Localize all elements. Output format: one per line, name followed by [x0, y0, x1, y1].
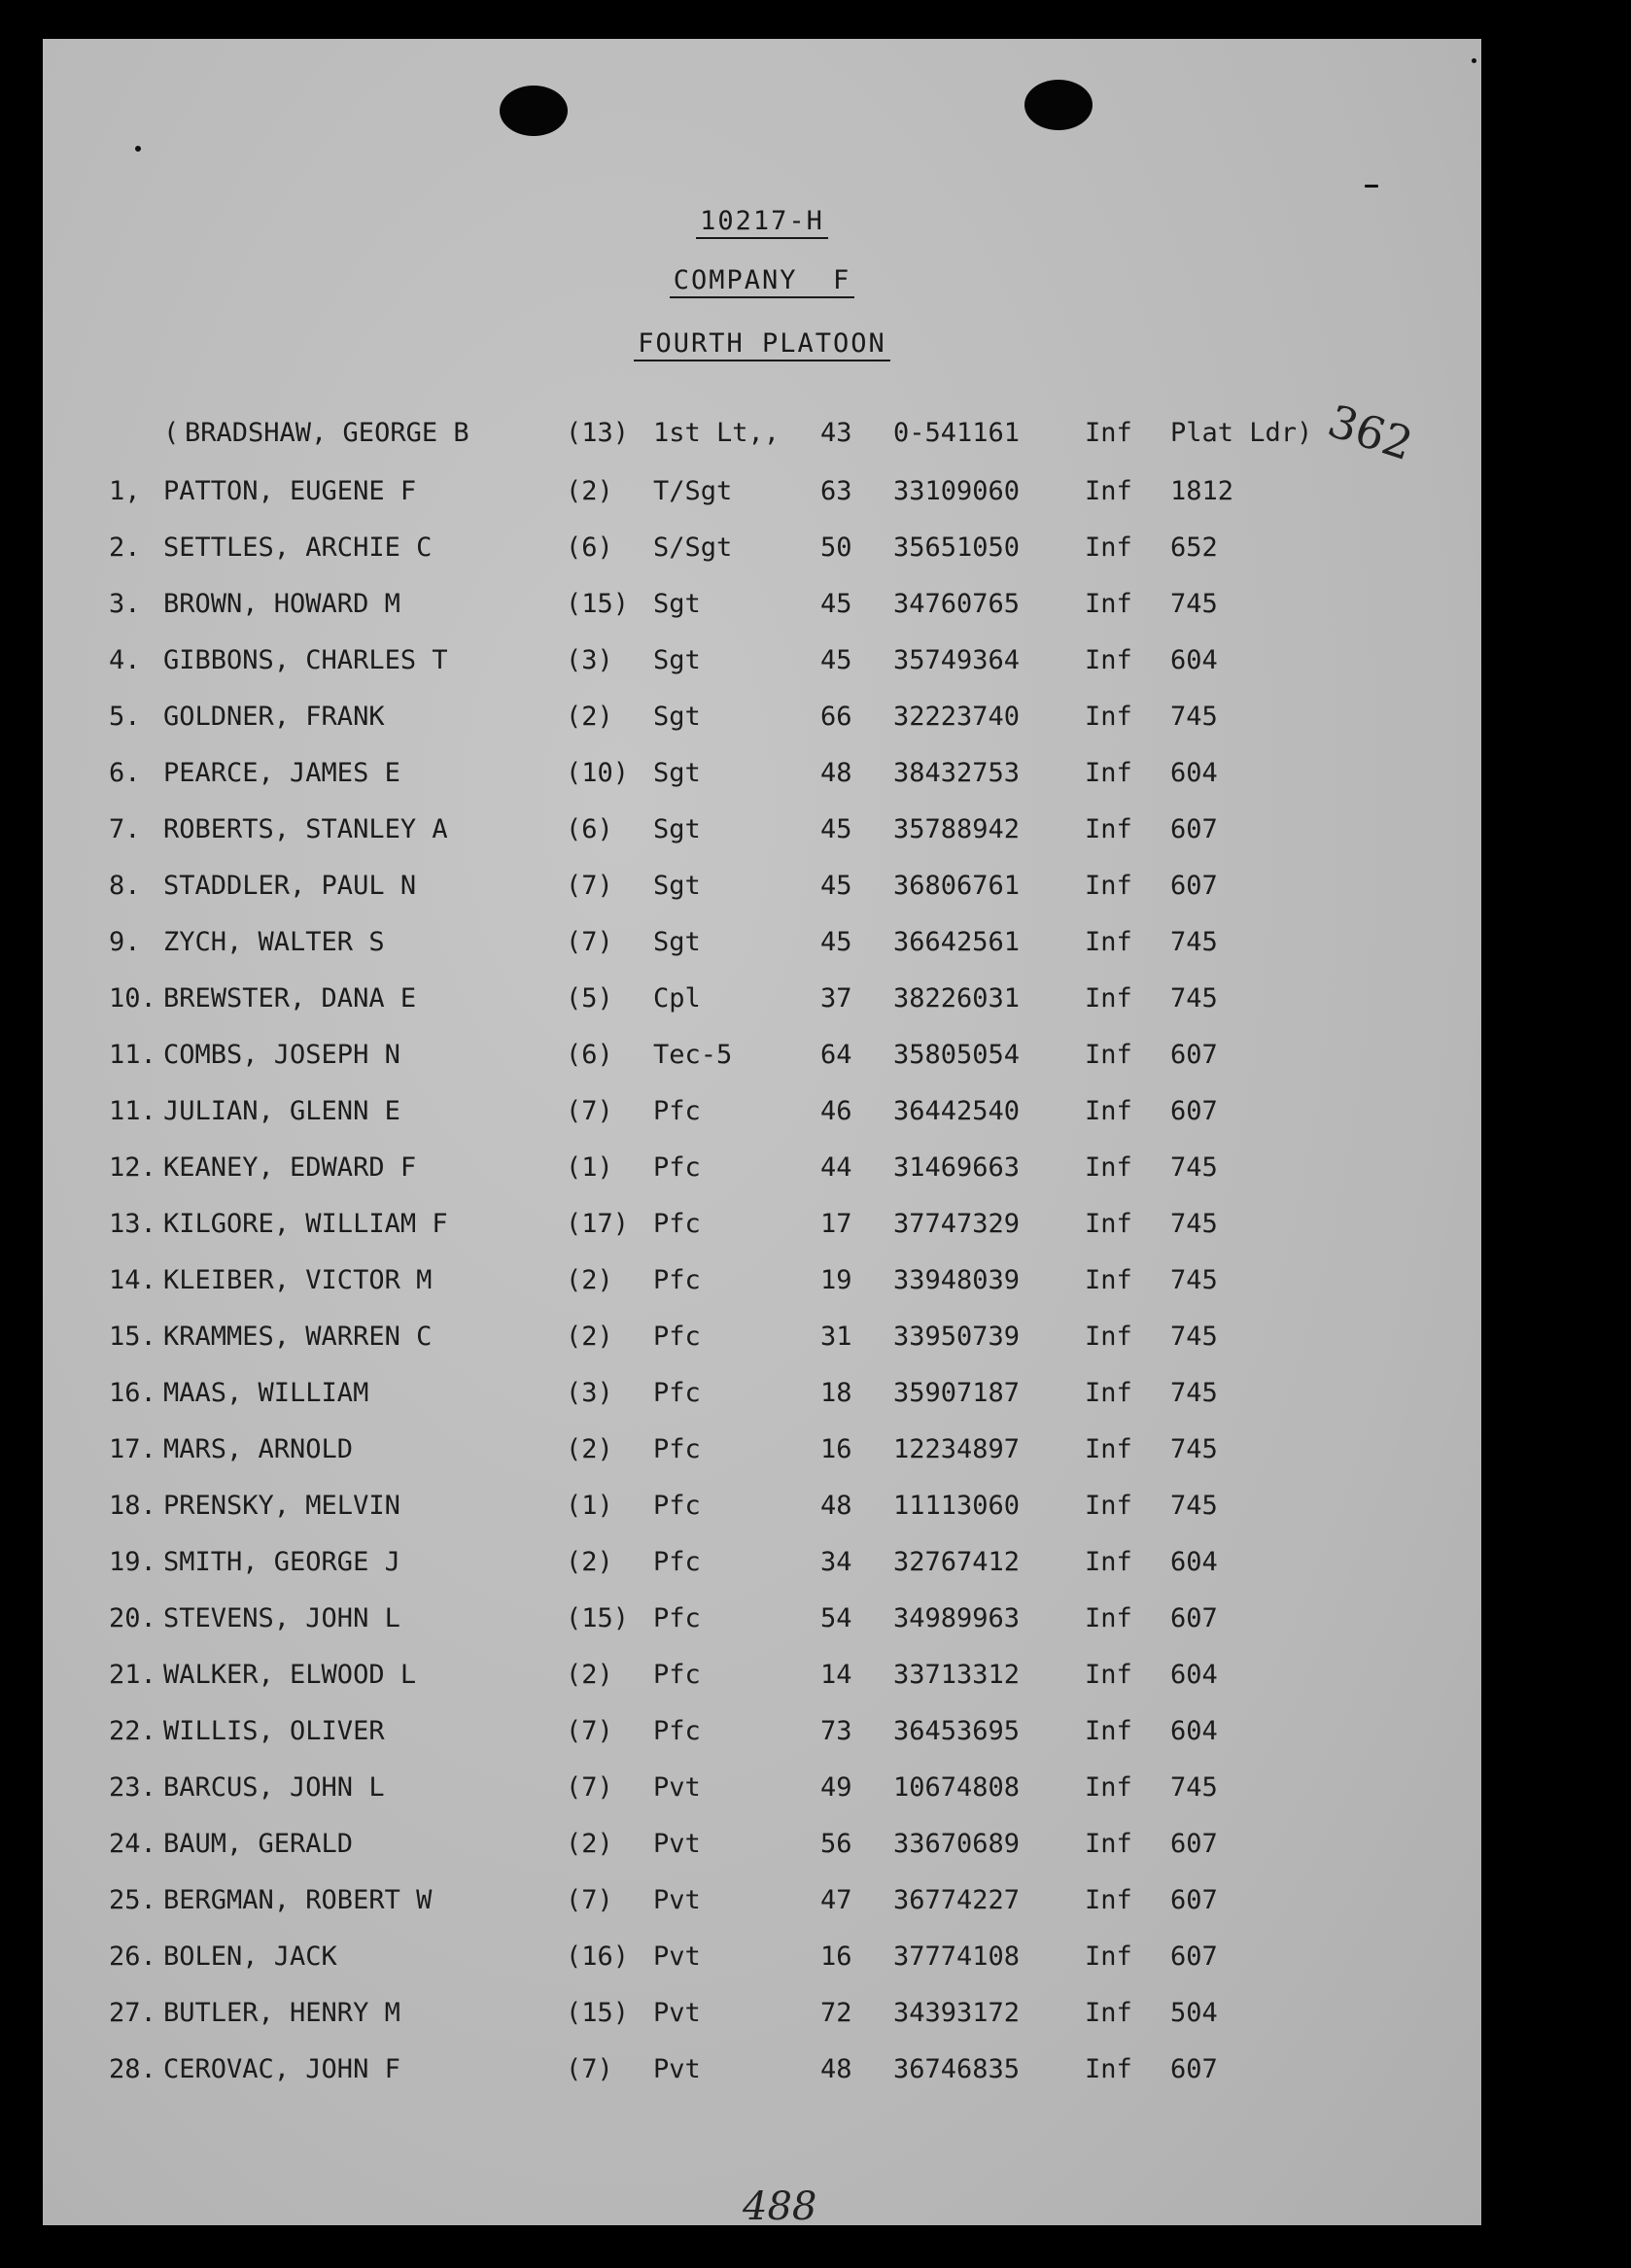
group-number: (6) [566, 533, 613, 563]
mos-code: 745 [1170, 927, 1218, 957]
row-number: 7. [109, 814, 141, 844]
company-heading: COMPANY F [43, 265, 1481, 295]
group-number: (7) [566, 2054, 613, 2084]
row-number: 23. [109, 1772, 156, 1803]
mos-code: 745 [1170, 1434, 1218, 1464]
rank: Pvt [653, 1942, 701, 1972]
age: 18 [820, 1378, 852, 1408]
group-number: (2) [566, 1322, 613, 1352]
age: 14 [820, 1660, 852, 1690]
arm-of-service: Inf [1085, 1209, 1132, 1239]
soldier-name: WILLIS, OLIVER [163, 1716, 385, 1746]
arm-of-service: Inf [1085, 1942, 1132, 1972]
row-number: 28. [109, 2054, 156, 2084]
arm-of-service: Inf [1085, 814, 1132, 844]
arm-of-service: Inf [1085, 758, 1132, 788]
row-number: 8. [109, 871, 141, 901]
mos-code: 607 [1170, 2054, 1218, 2084]
row-number: 5. [109, 702, 141, 732]
age: 45 [820, 645, 852, 675]
row-number: 19. [109, 1547, 156, 1577]
stamp-number: 362 [1321, 394, 1420, 471]
age: 44 [820, 1152, 852, 1183]
rank: Sgt [653, 871, 701, 901]
soldier-name: KRAMMES, WARREN C [163, 1322, 433, 1352]
group-number: (2) [566, 1265, 613, 1295]
soldier-name: KEANEY, EDWARD F [163, 1152, 417, 1183]
soldier-name: GIBBONS, CHARLES T [163, 645, 448, 675]
mos-code: 607 [1170, 1096, 1218, 1126]
roster-row [43, 1656, 1481, 1695]
serial-number: 33713312 [893, 1660, 1021, 1690]
arm-of-service: Inf [1085, 927, 1132, 957]
mos-code: 745 [1170, 1322, 1218, 1352]
arm-of-service: Inf [1085, 1998, 1132, 2028]
age: 16 [820, 1434, 852, 1464]
age: 46 [820, 1096, 852, 1126]
age: 16 [820, 1942, 852, 1972]
arm-of-service: Inf [1085, 476, 1132, 506]
rank: Pvt [653, 1829, 701, 1859]
group-number: (10) [566, 758, 630, 788]
row-number: 11. [109, 1096, 156, 1126]
group-number: (16) [566, 1942, 630, 1972]
leader-age: 43 [820, 418, 852, 448]
platoon-leader-row [43, 414, 1481, 453]
roster-row [43, 1543, 1481, 1582]
ink-mark [1365, 185, 1378, 188]
rank: Pfc [653, 1716, 701, 1746]
serial-number: 35907187 [893, 1378, 1021, 1408]
roster-row [43, 1261, 1481, 1300]
soldier-name: GOLDNER, FRANK [163, 702, 385, 732]
soldier-name: KLEIBER, VICTOR M [163, 1265, 433, 1295]
serial-number: 36746835 [893, 2054, 1021, 2084]
serial-number: 33670689 [893, 1829, 1021, 1859]
arm-of-service: Inf [1085, 1772, 1132, 1803]
arm-of-service: Inf [1085, 1152, 1132, 1183]
row-number: 24. [109, 1829, 156, 1859]
mos-code: 745 [1170, 1265, 1218, 1295]
mos-code: 745 [1170, 983, 1218, 1014]
mos-code: 745 [1170, 1378, 1218, 1408]
paper-edge-mark [1512, 1453, 1522, 1569]
group-number: (7) [566, 1885, 613, 1915]
arm-of-service: Inf [1085, 1547, 1132, 1577]
rank: Pvt [653, 2054, 701, 2084]
mos-code: 607 [1170, 1829, 1218, 1859]
group-number: (7) [566, 1096, 613, 1126]
serial-number: 32767412 [893, 1547, 1021, 1577]
mos-code: 504 [1170, 1998, 1218, 2028]
roster-row [43, 641, 1481, 680]
arm-of-service: Inf [1085, 533, 1132, 563]
soldier-name: ROBERTS, STANLEY A [163, 814, 448, 844]
roster-row [43, 1318, 1481, 1357]
group-number: (6) [566, 814, 613, 844]
row-number: 1, [109, 476, 141, 506]
row-number: 15. [109, 1322, 156, 1352]
mos-code: 604 [1170, 1716, 1218, 1746]
rank: Pfc [653, 1209, 701, 1239]
mos-code: 745 [1170, 1491, 1218, 1521]
serial-number: 11113060 [893, 1491, 1021, 1521]
group-number: (15) [566, 1998, 630, 2028]
rank: Pfc [653, 1603, 701, 1633]
platoon-heading: FOURTH PLATOON [43, 328, 1481, 359]
roster-row [43, 2050, 1481, 2089]
serial-number: 34393172 [893, 1998, 1021, 2028]
row-number: 27. [109, 1998, 156, 2028]
mos-code: 745 [1170, 1772, 1218, 1803]
group-number: (2) [566, 1547, 613, 1577]
age: 34 [820, 1547, 852, 1577]
group-number: (2) [566, 1829, 613, 1859]
arm-of-service: Inf [1085, 1716, 1132, 1746]
group-number: (2) [566, 1660, 613, 1690]
roster-row [43, 1149, 1481, 1187]
roster-row [43, 923, 1481, 962]
arm-of-service: Inf [1085, 1829, 1132, 1859]
rank: Pfc [653, 1434, 701, 1464]
group-number: (3) [566, 645, 613, 675]
roster-row [43, 1712, 1481, 1751]
document-page [43, 39, 1481, 2229]
serial-number: 36806761 [893, 871, 1021, 901]
leader-arm: Inf [1085, 418, 1132, 448]
group-number: (7) [566, 1772, 613, 1803]
rank: Pfc [653, 1491, 701, 1521]
serial-number: 31469663 [893, 1152, 1021, 1183]
punch-hole-right [1024, 80, 1093, 130]
mos-code: 604 [1170, 645, 1218, 675]
roster-row [43, 529, 1481, 567]
serial-number: 33948039 [893, 1265, 1021, 1295]
roster-row [43, 1599, 1481, 1638]
roster-row [43, 810, 1481, 849]
roster-row [43, 1205, 1481, 1244]
soldier-name: BROWN, HOWARD M [163, 589, 400, 619]
mos-code: 745 [1170, 1209, 1218, 1239]
rank: Pfc [653, 1152, 701, 1183]
rank: Sgt [653, 702, 701, 732]
mos-code: 607 [1170, 1603, 1218, 1633]
age: 50 [820, 533, 852, 563]
serial-number: 37774108 [893, 1942, 1021, 1972]
mos-code: 652 [1170, 533, 1218, 563]
serial-number: 36642561 [893, 927, 1021, 957]
rank: Pfc [653, 1322, 701, 1352]
rank: Sgt [653, 589, 701, 619]
roster-row [43, 1938, 1481, 1976]
mos-code: 604 [1170, 1660, 1218, 1690]
group-number: (6) [566, 1040, 613, 1070]
mos-code: 607 [1170, 1885, 1218, 1915]
mos-code: 1812 [1170, 476, 1234, 506]
group-number: (15) [566, 1603, 630, 1633]
group-number: (7) [566, 927, 613, 957]
mos-code: 745 [1170, 1152, 1218, 1183]
rank: T/Sgt [653, 476, 733, 506]
arm-of-service: Inf [1085, 1491, 1132, 1521]
arm-of-service: Inf [1085, 589, 1132, 619]
soldier-name: BOLEN, JACK [163, 1942, 337, 1972]
age: 37 [820, 983, 852, 1014]
rank: Pfc [653, 1660, 701, 1690]
row-number: 18. [109, 1491, 156, 1521]
serial-number: 37747329 [893, 1209, 1021, 1239]
row-number: 9. [109, 927, 141, 957]
serial-number: 35805054 [893, 1040, 1021, 1070]
soldier-name: MARS, ARNOLD [163, 1434, 354, 1464]
rank: Pvt [653, 1998, 701, 2028]
rank: Pfc [653, 1378, 701, 1408]
rank: S/Sgt [653, 533, 733, 563]
row-number: 26. [109, 1942, 156, 1972]
arm-of-service: Inf [1085, 983, 1132, 1014]
arm-of-service: Inf [1085, 1040, 1132, 1070]
age: 19 [820, 1265, 852, 1295]
group-number: (2) [566, 702, 613, 732]
row-number: 4. [109, 645, 141, 675]
roster-row [43, 1769, 1481, 1807]
document-number: 10217-H [43, 206, 1481, 236]
arm-of-service: Inf [1085, 1322, 1132, 1352]
rank: Pfc [653, 1096, 701, 1126]
roster-row [43, 754, 1481, 793]
soldier-name: SETTLES, ARCHIE C [163, 533, 433, 563]
row-number: 10. [109, 983, 156, 1014]
serial-number: 34989963 [893, 1603, 1021, 1633]
roster-row [43, 698, 1481, 737]
soldier-name: COMBS, JOSEPH N [163, 1040, 400, 1070]
roster-row [43, 1825, 1481, 1864]
roster-row [43, 1374, 1481, 1413]
soldier-name: STEVENS, JOHN L [163, 1603, 400, 1633]
punch-hole-left [500, 86, 568, 136]
mos-code: 604 [1170, 1547, 1218, 1577]
roster-row [43, 585, 1481, 624]
serial-number: 12234897 [893, 1434, 1021, 1464]
soldier-name: MAAS, WILLIAM [163, 1378, 369, 1408]
rank: Pvt [653, 1772, 701, 1803]
age: 63 [820, 476, 852, 506]
mos-code: 607 [1170, 814, 1218, 844]
group-number: (1) [566, 1152, 613, 1183]
serial-number: 38432753 [893, 758, 1021, 788]
mos-code: 745 [1170, 702, 1218, 732]
arm-of-service: Inf [1085, 1603, 1132, 1633]
group-number: (1) [566, 1491, 613, 1521]
arm-of-service: Inf [1085, 1885, 1132, 1915]
rank: Pfc [653, 1547, 701, 1577]
handwritten-page-number: 488 [743, 2184, 817, 2229]
serial-number: 36442540 [893, 1096, 1021, 1126]
soldier-name: ZYCH, WALTER S [163, 927, 385, 957]
arm-of-service: Inf [1085, 1660, 1132, 1690]
soldier-name: PATTON, EUGENE F [163, 476, 417, 506]
rank: Sgt [653, 814, 701, 844]
age: 48 [820, 1491, 852, 1521]
soldier-name: PEARCE, JAMES E [163, 758, 400, 788]
ink-speck [1472, 58, 1476, 63]
mos-code: 607 [1170, 1942, 1218, 1972]
soldier-name: KILGORE, WILLIAM F [163, 1209, 448, 1239]
roster-row [43, 867, 1481, 906]
roster-row [43, 1036, 1481, 1075]
age: 17 [820, 1209, 852, 1239]
serial-number: 35788942 [893, 814, 1021, 844]
age: 47 [820, 1885, 852, 1915]
rank: Sgt [653, 645, 701, 675]
age: 66 [820, 702, 852, 732]
age: 45 [820, 927, 852, 957]
leader-group: (13) [566, 418, 630, 448]
roster-row [43, 1487, 1481, 1526]
age: 54 [820, 1603, 852, 1633]
roster-row [43, 1881, 1481, 1920]
arm-of-service: Inf [1085, 702, 1132, 732]
group-number: (2) [566, 1434, 613, 1464]
serial-number: 38226031 [893, 983, 1021, 1014]
age: 64 [820, 1040, 852, 1070]
row-number: 6. [109, 758, 141, 788]
row-number: 13. [109, 1209, 156, 1239]
row-number: 3. [109, 589, 141, 619]
row-number: 16. [109, 1378, 156, 1408]
serial-number: 33109060 [893, 476, 1021, 506]
mos-code: 745 [1170, 589, 1218, 619]
rank: Pfc [653, 1265, 701, 1295]
age: 45 [820, 589, 852, 619]
group-number: (2) [566, 476, 613, 506]
soldier-name: JULIAN, GLENN E [163, 1096, 400, 1126]
arm-of-service: Inf [1085, 1434, 1132, 1464]
row-number: 21. [109, 1660, 156, 1690]
age: 49 [820, 1772, 852, 1803]
roster-row [43, 472, 1481, 511]
serial-number: 34760765 [893, 589, 1021, 619]
soldier-name: BREWSTER, DANA E [163, 983, 417, 1014]
soldier-name: WALKER, ELWOOD L [163, 1660, 417, 1690]
soldier-name: CEROVAC, JOHN F [163, 2054, 400, 2084]
age: 56 [820, 1829, 852, 1859]
age: 31 [820, 1322, 852, 1352]
roster-row [43, 1430, 1481, 1469]
row-number: 12. [109, 1152, 156, 1183]
roster-row [43, 979, 1481, 1018]
roster-row [43, 1994, 1481, 2033]
serial-number: 36774227 [893, 1885, 1021, 1915]
age: 48 [820, 758, 852, 788]
group-number: (17) [566, 1209, 630, 1239]
leader-name: BRADSHAW, GEORGE B [185, 418, 469, 448]
soldier-name: SMITH, GEORGE J [163, 1547, 400, 1577]
soldier-name: BARCUS, JOHN L [163, 1772, 385, 1803]
mos-code: 607 [1170, 871, 1218, 901]
mos-code: 607 [1170, 1040, 1218, 1070]
rank: Sgt [653, 927, 701, 957]
arm-of-service: Inf [1085, 871, 1132, 901]
ink-speck [135, 146, 141, 152]
mos-code: 604 [1170, 758, 1218, 788]
serial-number: 33950739 [893, 1322, 1021, 1352]
arm-of-service: Inf [1085, 645, 1132, 675]
row-number: 20. [109, 1603, 156, 1633]
leader-prefix: ( [163, 418, 180, 448]
roster-row [43, 1092, 1481, 1131]
rank: Cpl [653, 983, 701, 1014]
row-number: 22. [109, 1716, 156, 1746]
group-number: (7) [566, 871, 613, 901]
group-number: (7) [566, 1716, 613, 1746]
rank: Pvt [653, 1885, 701, 1915]
soldier-name: BAUM, GERALD [163, 1829, 354, 1859]
row-number: 2. [109, 533, 141, 563]
age: 45 [820, 871, 852, 901]
rank: Tec-5 [653, 1040, 733, 1070]
row-number: 25. [109, 1885, 156, 1915]
age: 72 [820, 1998, 852, 2028]
rank: Sgt [653, 758, 701, 788]
row-number: 11. [109, 1040, 156, 1070]
age: 45 [820, 814, 852, 844]
soldier-name: BERGMAN, ROBERT W [163, 1885, 433, 1915]
soldier-name: PRENSKY, MELVIN [163, 1491, 400, 1521]
serial-number: 10674808 [893, 1772, 1021, 1803]
leader-code: Plat Ldr) [1170, 418, 1313, 448]
leader-serial: 0-541161 [893, 418, 1021, 448]
soldier-name: STADDLER, PAUL N [163, 871, 417, 901]
age: 73 [820, 1716, 852, 1746]
arm-of-service: Inf [1085, 1096, 1132, 1126]
row-number: 17. [109, 1434, 156, 1464]
group-number: (3) [566, 1378, 613, 1408]
serial-number: 35749364 [893, 645, 1021, 675]
arm-of-service: Inf [1085, 1265, 1132, 1295]
serial-number: 32223740 [893, 702, 1021, 732]
group-number: (15) [566, 589, 630, 619]
serial-number: 35651050 [893, 533, 1021, 563]
age: 48 [820, 2054, 852, 2084]
arm-of-service: Inf [1085, 1378, 1132, 1408]
row-number: 14. [109, 1265, 156, 1295]
arm-of-service: Inf [1085, 2054, 1132, 2084]
soldier-name: BUTLER, HENRY M [163, 1998, 400, 2028]
group-number: (5) [566, 983, 613, 1014]
serial-number: 36453695 [893, 1716, 1021, 1746]
leader-rank: 1st Lt,, [653, 418, 781, 448]
